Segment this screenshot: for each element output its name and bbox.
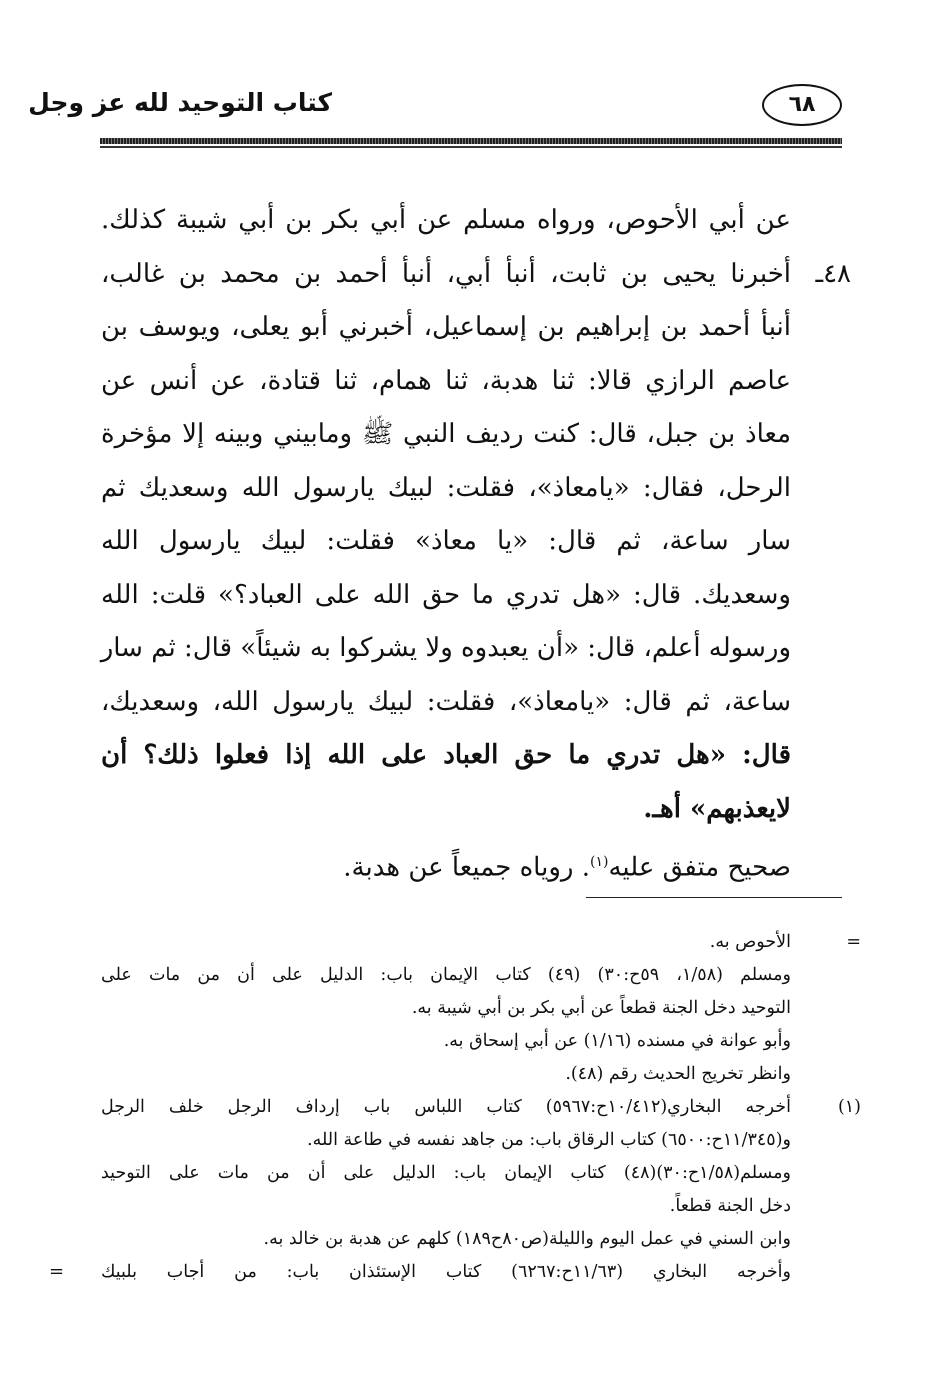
continuation-mark: = [846,932,861,952]
text-line: لايعذبهم» أهـ. [643,793,791,824]
footnote-text: أخرجه البخاري(١٠/٤١٢ح:٥٩٦٧) كتاب اللباس باب إرداف الرجل خلف الرجل [101,1097,791,1117]
grading-tail: . روياه جميعاً عن هدبة. [343,852,590,883]
page-number: ٦٨ [762,84,842,126]
text-line: معاذ بن جبل، قال: كنت رديف النبي ﷺ ومابيني وبينه إلا مؤخرة [101,419,791,449]
footnote-marker: (١) [837,1097,861,1117]
footnote-line: وانظر تخريج الحديث رقم (٤٨). [565,1064,791,1084]
text-line: أنبأ أحمد بن إبراهيم بن إسماعيل، أخبرني أبو يعلى، ويوسف بن [101,312,791,342]
footnote-text: وأخرجه البخاري (١١/٦٣ح:٦٢٦٧) كتاب الإستئذان باب: من أجاب بلبيك [101,1262,791,1282]
footnote-line [101,1093,861,1126]
header-rule-thin [100,146,842,148]
footnotes [49,928,861,1291]
end-continuation-mark: = [49,1261,65,1282]
text-line [101,842,791,896]
book-title: كتاب التوحيد لله عز وجل [28,88,332,117]
text-line: ساعة، ثم قال: «يامعاذ»، فقلت: لبيك يارسول الله، وسعديك، [101,686,791,717]
footnote-text: الأحوص به. [709,932,791,952]
hadith-number: ٤٨ـ [815,258,851,289]
footnote-line: ومسلم (١/٥٨، ٥٩ح:٣٠) (٤٩) كتاب الإيمان باب: الدليل على أن من مات على [101,965,791,985]
text-line-content: أخبرنا يحيى بن ثابت، أنبأ أبي، أنبأ أحمد بن محمد بن غالب، [101,258,791,289]
header-rule [100,138,842,144]
main-text [100,200,851,896]
footnote-line: ومسلم(١/٥٨ح:٣٠)(٤٨) كتاب الإيمان باب: الدليل على أن من مات على التوحيد [101,1163,791,1183]
text-line: الرحل، فقال: «يامعاذ»، فقلت: لبيك يارسول الله وسعديك ثم [101,472,791,503]
footnote-line: وابن السني في عمل اليوم والليلة(ص٨٠ح١٨٩) كلهم عن هدبة بن خالد به. [263,1229,791,1249]
text-line [101,254,851,308]
text-line: عاصم الرازي قالا: ثنا هدبة، ثنا همام، ثنا قتادة، عن أنس عن [101,365,791,396]
footnote-reference[interactable]: (١) [589,854,609,870]
footnote-line: وأبو عوانة في مسنده (١/١٦) عن أبي إسحاق به. [443,1031,791,1051]
text-line: قال: «هل تدري ما حق العباد على الله إذا فعلوا ذلك؟ أن [101,740,791,770]
footnote-separator [586,897,842,898]
grading-text: صحيح متفق عليه [608,852,791,883]
text-line: وسعديك. قال: «هل تدري ما حق الله على العباد؟» قلت: الله [101,579,791,610]
text-line: ورسوله أعلم، قال: «أن يعبدوه ولا يشركوا به شيئاً» قال: ثم سار [100,633,791,663]
text-line: سار ساعة، ثم قال: «يا معاذ» فقلت: لبيك يارسول الله [101,526,791,556]
footnote-line: التوحيد دخل الجنة قطعاً عن أبي بكر بن أبي شيبة به. [411,998,791,1018]
text-line: عن أبي الأحوص، ورواه مسلم عن أبي بكر بن أبي شيبة كذلك. [101,205,791,235]
footnote-line [49,1258,791,1291]
footnote-line: دخل الجنة قطعاً. [669,1196,791,1216]
footnote-line: و(١١/٣٤٥ح:٦٥٠٠) كتاب الرقاق باب: من جاهد نفسه في طاعة الله. [307,1130,791,1150]
page-header [28,82,842,128]
footnote-line [101,928,861,961]
